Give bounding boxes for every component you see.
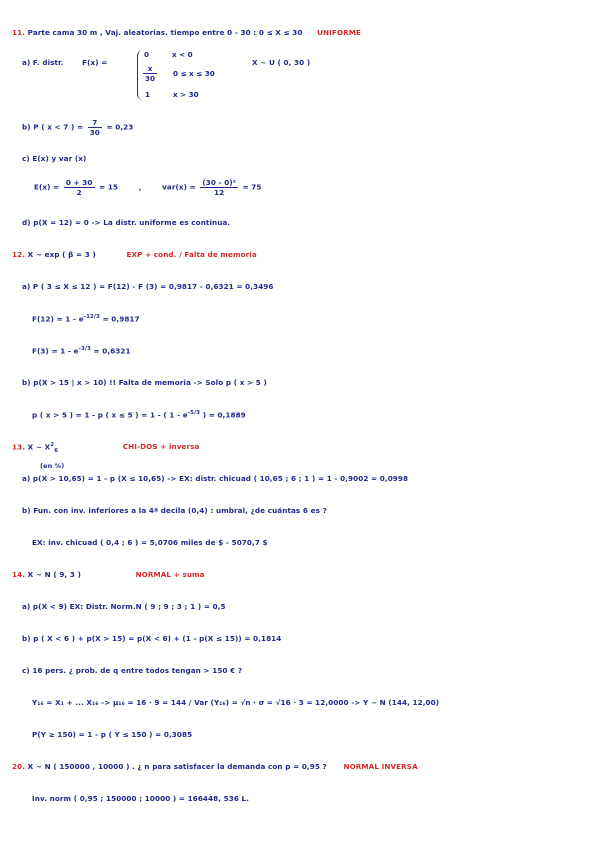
part-b: b) p(X > 15 | x > 10) !! Falta de memoria -> Solo p ( x > 5 ) <box>22 378 267 387</box>
part-b: b) Fun. con inv. inferiores a la 4ª decila (0,4) : umbral, ¿de cuántas 6 es ? <box>22 506 327 515</box>
f12-line: $F(12) = 1 - e^{-12/3} = 0,9817$ <box>32 314 140 324</box>
part-b: b) p ( X < 6 ) + p(X > 15) = p(X < 6) + (1 - p(X ≤ 15)) = 0,1814 <box>22 634 282 643</box>
part-a: a) p(X < 9) EX: Distr. Norm.N ( 9 ; 9 ; 3 ; 1 ) = 0,5 <box>22 602 226 611</box>
part-c-derivation: Y₁₆ = X₁ + ... X₁₆ -> μ₁₆ = 16 · 9 = 144 / Var (Y₁₆) = √n · σ = √16 · 3 = 12,0000 -> Y ~ N (144, 12,00) <box>32 698 440 707</box>
part-b-result: p ( x > 5 ) = 1 - p ( x ≤ 5 ) = 1 - ( $1 - e^{-5/3}$ ) = 0,1889 <box>32 410 246 420</box>
part-c-expectation: E(x) = $\frac{0 + 30}{2}$ = 15 , var(x) = $\frac{\text{(30 - 0)²}}{12}$ = 75 <box>34 178 262 197</box>
part-a-label: a) F. distr. F(x) = <box>22 58 108 67</box>
problem-13-heading: 13. X ~ $X^2_6$ CHI-DOS + inversa <box>12 442 200 454</box>
part-a: a) p(X > 10,65) = 1 - p (X ≤ 10,65) -> EX: distr. chicuad ( 10,65 ; 6 ; 1 ) = 1 - 0,9002 = 0,0998 <box>22 474 409 483</box>
problem-20-heading: 20. X ~ N ( 150000 , 10000 ) . ¿ n para satisfacer la demanda con p = 0,95 ? NORMAL INVERSA <box>12 762 418 771</box>
problem-14-heading: 14. X ~ N ( 9, 3 ) NORMAL + suma <box>12 570 205 579</box>
piece-2: $\frac{x}{30}$ 0 ≤ x ≤ 30 <box>145 64 215 83</box>
answer: Inv. norm ( 0,95 ; 150000 ; 10000 ) = 166448, 536 L. <box>32 794 250 803</box>
part-a: a) P ( 3 ≤ X ≤ 12 ) = F(12) - F (3) = 0,9817 - 0,6321 = 0,3496 <box>22 282 274 291</box>
piece-2-fraction: $\frac{x}{30}$ <box>145 64 156 83</box>
problem-tag: UNIFORME <box>317 28 362 37</box>
units-note: (en %) <box>40 462 65 470</box>
part-b: b) P ( x < 7 ) = $\frac{7}{30}$ = 0,23 <box>22 118 134 137</box>
problem-12-heading: 12. X ~ exp ( β = 3 ) EXP + cond. / Falta de memoria <box>12 250 257 259</box>
part-c-label: c) E(x) y var (x) <box>22 154 87 163</box>
part-c: c) 16 pers. ¿ prob. de q entre todos tengan > 150 € ? <box>22 666 243 675</box>
piece-3: 1 x > 30 <box>145 90 199 99</box>
piece-1: 0 x < 0 <box>144 50 193 59</box>
part-d: d) p(X = 12) = 0 -> La distr. uniforme es continua. <box>22 218 231 227</box>
part-c-result: P(Y ≥ 150) = 1 - p ( Y ≤ 150 ) = 0,3085 <box>32 730 193 739</box>
problem-number: 11. <box>12 28 26 37</box>
part-b-result: EX: inv. chicuad ( 0,4 ; 6 ) = 5,0706 miles de $ - 5070,7 $ <box>32 538 268 547</box>
f3-line: $F(3) = 1 - e^{-3/3} = 0,6321$ <box>32 346 131 356</box>
problem-title: Parte cama 30 m , Vaj. aleatorias. tiempo entre 0 - 30 : 0 ≤ X ≤ 30 <box>27 28 303 37</box>
problem-11-heading <box>12 28 361 37</box>
distribution-label: X ~ U ( 0, 30 ) <box>252 58 311 67</box>
